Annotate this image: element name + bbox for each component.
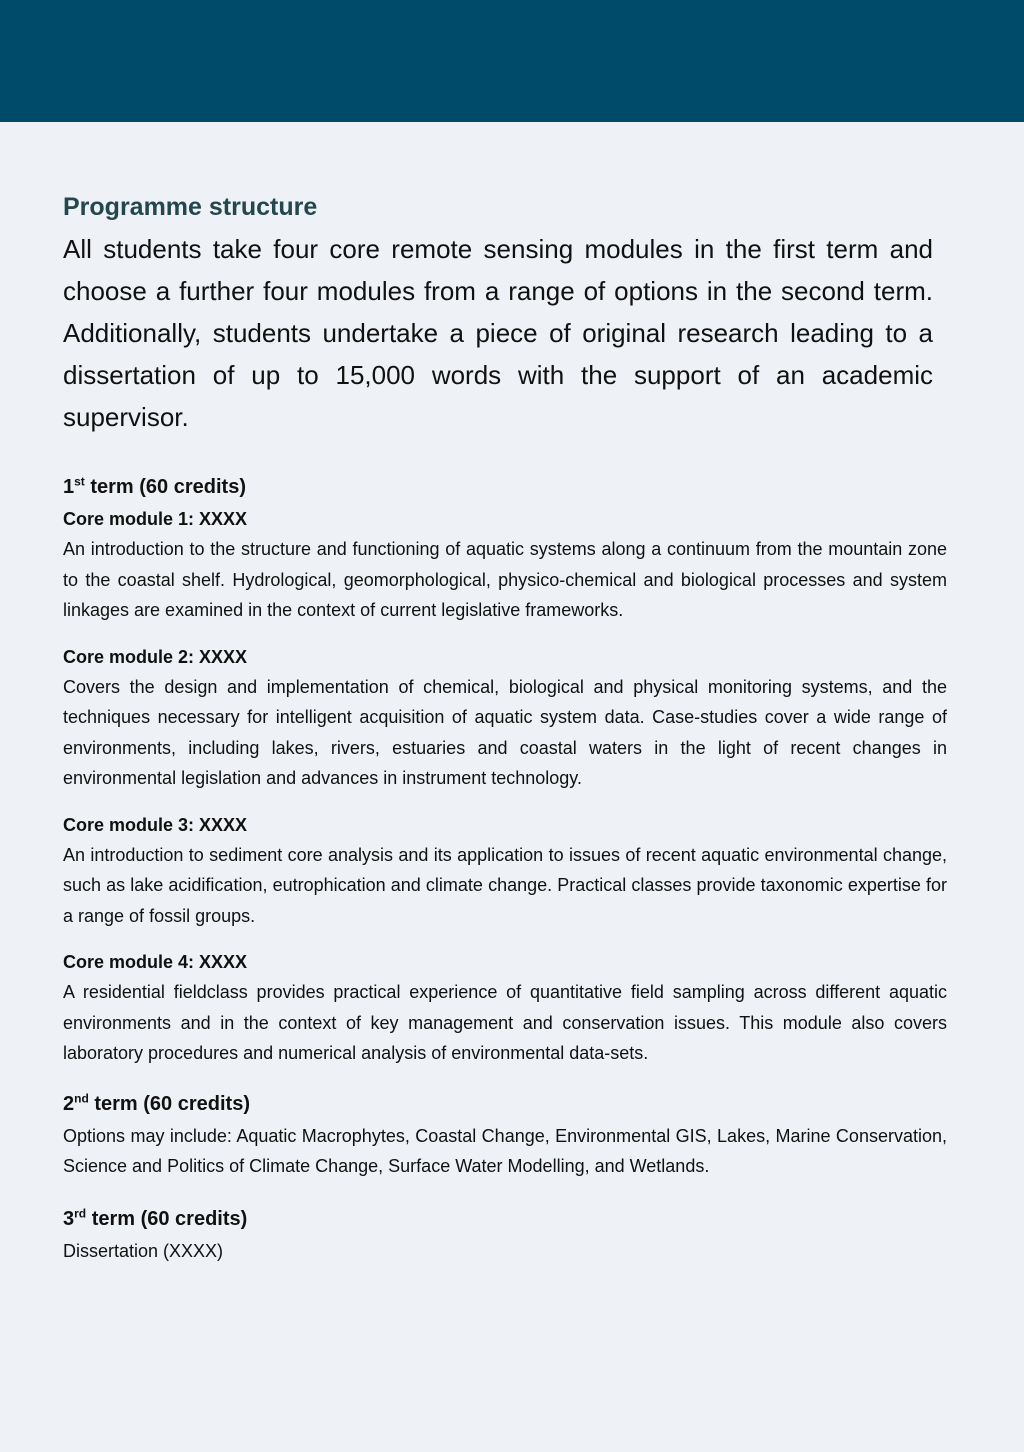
module-description: An introduction to the structure and functioning of aquatic systems along a continuum from the mountain zone to the coastal shelf. Hydrological, geomorphological, physico-chemical and biological processes and system linkages are examined in the context of current legislative frameworks. xyxy=(63,539,947,620)
header-band xyxy=(0,0,1024,122)
core-module-4 xyxy=(63,947,947,1069)
term-1-section xyxy=(63,472,947,1069)
module-title: Core module 4: XXXX xyxy=(63,952,248,972)
core-module-3 xyxy=(63,810,947,932)
page-content xyxy=(63,190,947,1288)
module-title: Core module 2: XXXX xyxy=(63,646,248,667)
term-2-options: Options may include: Aquatic Macrophytes, Coastal Change, Environmental GIS, Lakes, Marine Conservation, Science and Politics of Climate Change, Surface Water Modelling, and Wetlands. xyxy=(63,1125,947,1176)
module-description: Covers the design and implementation of chemical, biological and physical monitoring systems, and the techniques necessary for intelligent acquisition of aquatic system data. Case-studies cover a wide range of environments, including lakes, rivers, estuaries and coastal waters in the light of recent changes in environmental legislation and advances in instrument technology. xyxy=(63,676,947,788)
term-2-section xyxy=(63,1089,947,1182)
module-description: An introduction to sediment core analysis and its application to issues of recent aquatic environmental change, such as lake acidification, eutrophication and climate change. Practical classes provide taxonomic expertise for a range of fossil groups. xyxy=(63,844,947,926)
term-1-heading: 1st term (60 credits) xyxy=(63,474,246,498)
core-module-2 xyxy=(63,642,947,794)
core-module-1 xyxy=(63,504,947,626)
term-3-section xyxy=(63,1204,947,1267)
term-3-heading: 3rd term (60 credits) xyxy=(63,1205,248,1230)
term-3-dissertation: Dissertation (XXXX) xyxy=(63,1240,224,1261)
term-2-heading: 2nd term (60 credits) xyxy=(63,1090,250,1115)
section-title: Programme structure xyxy=(63,193,318,221)
module-title: Core module 1: XXXX xyxy=(63,509,248,529)
intro-paragraph: All students take four core remote sensing modules in the first term and choose a further four modules from a range of options in the second term. Additionally, students undertake a piece of original research leading to a dissertation of up to 15,000 words with the support of an academic supervisor. xyxy=(63,234,933,432)
module-title: Core module 3: XXXX xyxy=(63,814,248,835)
module-description: A residential fieldclass provides practical experience of quantitative field sampling across different aquatic environments and in the context of key management and conservation issues. This module also covers laboratory procedures and numerical analysis of environmental data-sets. xyxy=(63,982,947,1063)
